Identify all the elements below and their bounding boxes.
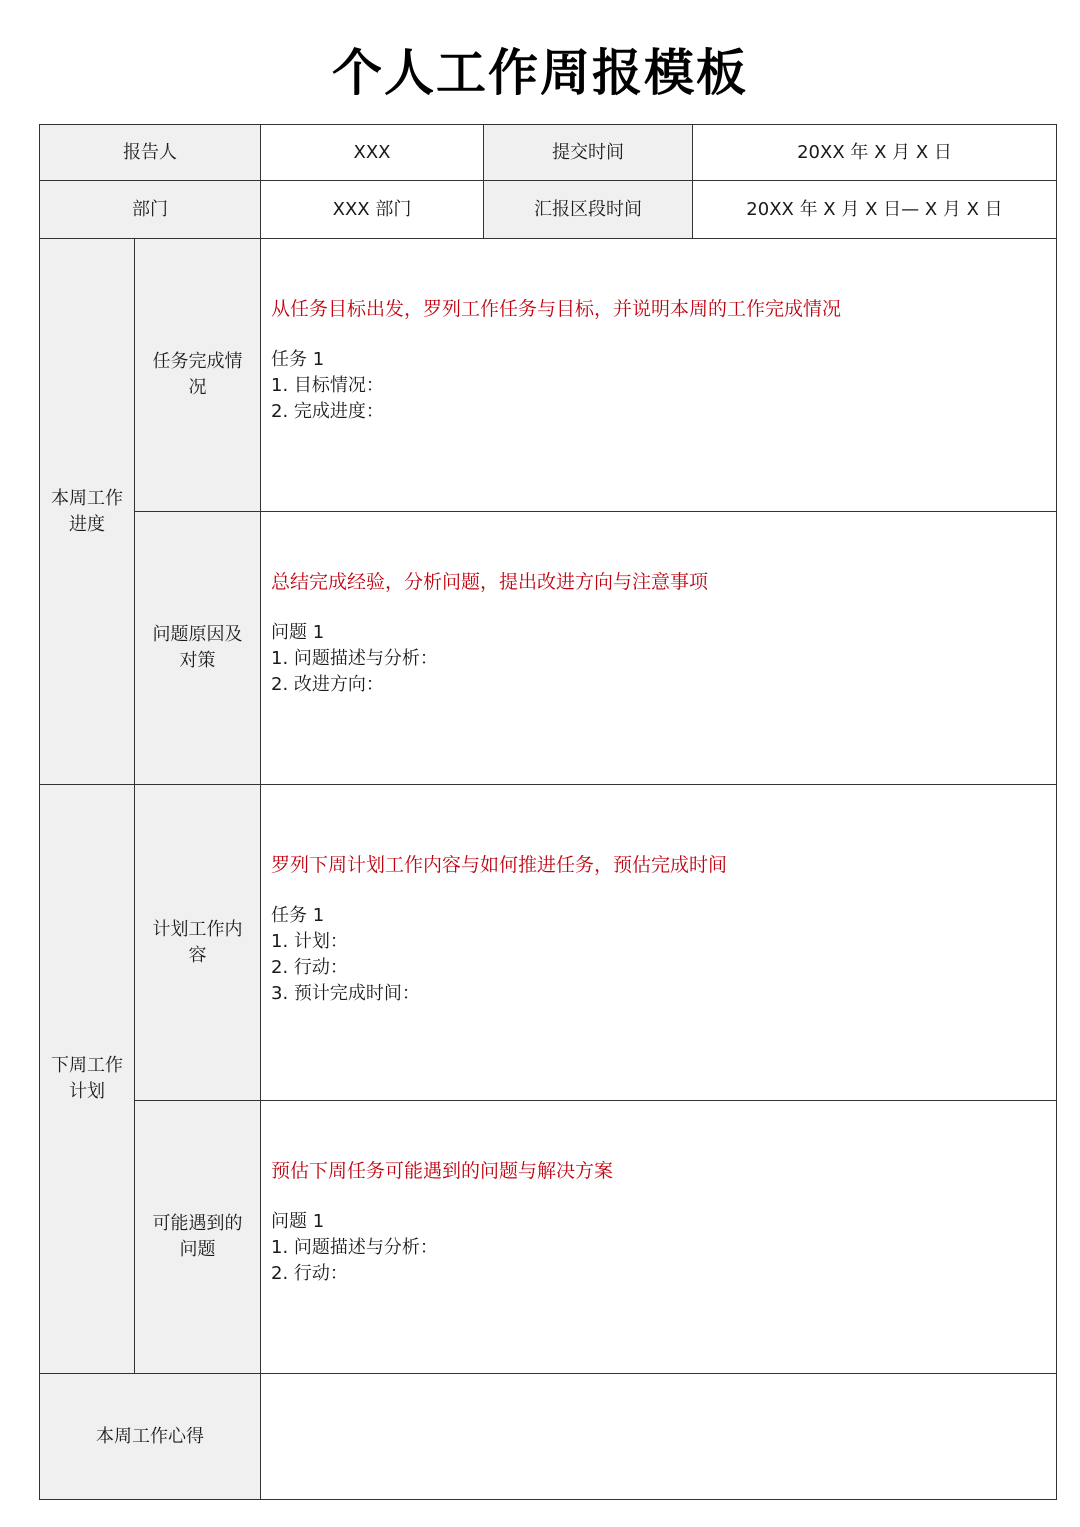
row-problem-causes bbox=[40, 512, 1057, 785]
possible-issues-label: 可能遇到的问题 bbox=[135, 1101, 261, 1374]
row-possible-issues bbox=[40, 1101, 1057, 1374]
row-reflection bbox=[40, 1374, 1057, 1500]
this-week-progress-label: 本周工作进度 bbox=[40, 239, 135, 785]
reporter-label: 报告人 bbox=[40, 125, 261, 181]
submit-time-label: 提交时间 bbox=[484, 125, 693, 181]
problem-line: 2. 改进方向： bbox=[271, 674, 384, 695]
task-line: 2. 完成进度： bbox=[271, 401, 384, 422]
next-week-plan-label: 下周工作计划 bbox=[40, 785, 135, 1374]
problem-line: 1. 问题描述与分析： bbox=[271, 648, 438, 669]
planned-work-hint: 罗列下周计划工作内容与如何推进任务，预估完成时间 bbox=[271, 854, 728, 876]
reporter-field[interactable]: XXX bbox=[261, 125, 484, 181]
plan-line: 1. 计划： bbox=[271, 931, 348, 952]
problem-line: 问题 1 bbox=[271, 622, 325, 643]
dept-field[interactable]: XXX 部门 bbox=[261, 181, 484, 239]
row-task-completion bbox=[40, 239, 1057, 512]
issue-line: 2. 行动： bbox=[271, 1263, 348, 1284]
problem-causes-label: 问题原因及对策 bbox=[135, 512, 261, 785]
task-line: 1. 目标情况： bbox=[271, 375, 384, 396]
issue-line: 1. 问题描述与分析： bbox=[271, 1237, 438, 1258]
header-row-reporter bbox=[40, 125, 1057, 181]
task-line: 任务 1 bbox=[271, 349, 325, 370]
reflection-label: 本周工作心得 bbox=[40, 1374, 261, 1500]
reflection-content[interactable] bbox=[261, 1374, 1057, 1500]
period-label: 汇报区段时间 bbox=[484, 181, 693, 239]
dept-label: 部门 bbox=[40, 181, 261, 239]
plan-line: 任务 1 bbox=[271, 905, 325, 926]
task-completion-content[interactable] bbox=[261, 239, 1057, 512]
problem-causes-hint: 总结完成经验，分析问题，提出改进方向与注意事项 bbox=[271, 571, 709, 593]
row-planned-work bbox=[40, 785, 1057, 1101]
possible-issues-content[interactable] bbox=[261, 1101, 1057, 1374]
header-row-dept bbox=[40, 181, 1057, 239]
planned-work-label: 计划工作内容 bbox=[135, 785, 261, 1101]
plan-line: 2. 行动： bbox=[271, 957, 348, 978]
possible-issues-hint: 预估下周任务可能遇到的问题与解决方案 bbox=[271, 1160, 614, 1182]
submit-time-field[interactable]: 20XX 年 X 月 X 日 bbox=[693, 125, 1057, 181]
planned-work-content[interactable] bbox=[261, 785, 1057, 1101]
task-completion-hint: 从任务目标出发，罗列工作任务与目标，并说明本周的工作完成情况 bbox=[271, 298, 842, 320]
problem-causes-content[interactable] bbox=[261, 512, 1057, 785]
task-completion-label: 任务完成情况 bbox=[135, 239, 261, 512]
plan-line: 3. 预计完成时间： bbox=[271, 983, 420, 1004]
weekly-report-table bbox=[39, 124, 1057, 1500]
issue-line: 问题 1 bbox=[271, 1211, 325, 1232]
page-title: 个人工作周报模板 bbox=[332, 44, 748, 102]
period-field[interactable]: 20XX 年 X 月 X 日— X 月 X 日 bbox=[693, 181, 1057, 239]
